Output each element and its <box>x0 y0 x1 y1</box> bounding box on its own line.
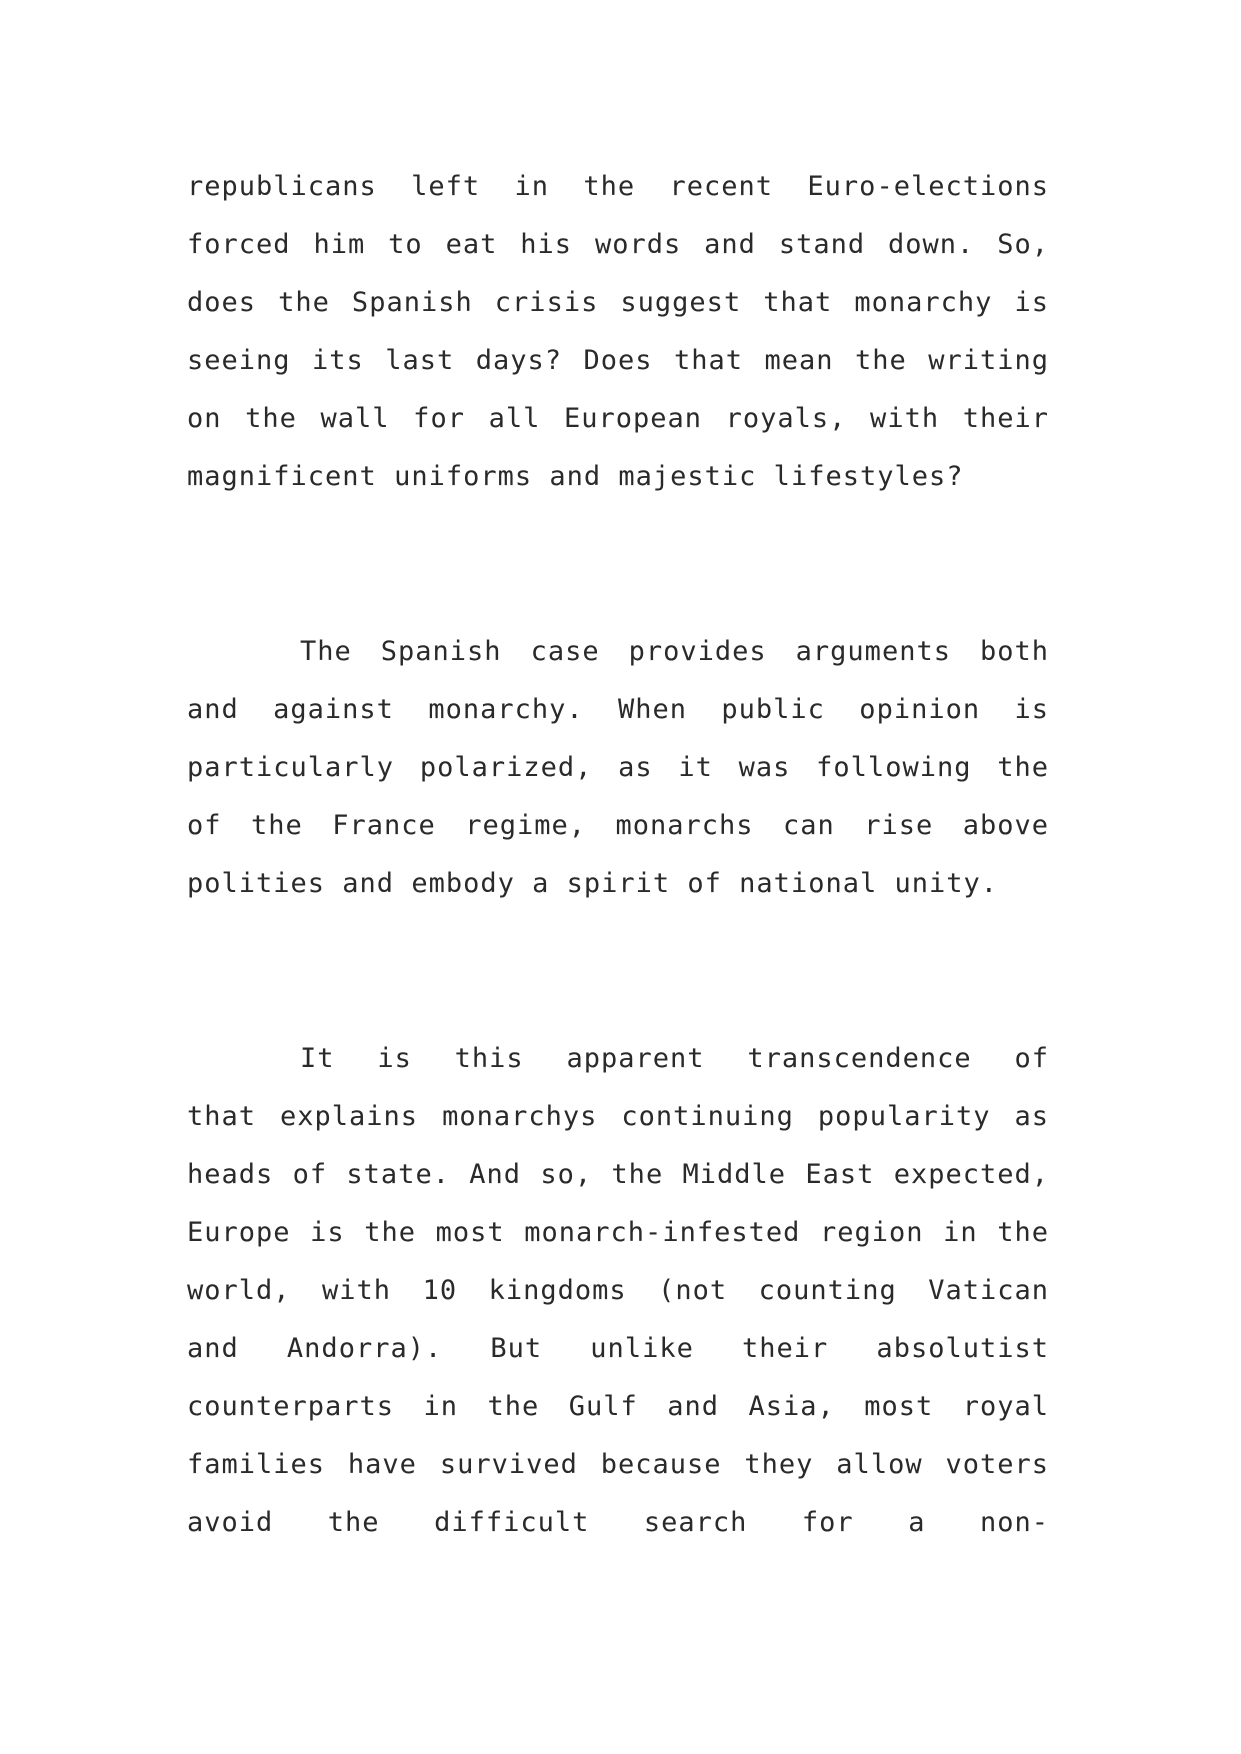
paragraph-line: avoid the difficult search for a non- <box>187 1507 1049 1538</box>
paragraph-line: Europe is the most monarch-infested region in the <box>187 1217 1049 1248</box>
paragraph-line: families have survived because they allow voters <box>187 1449 1049 1480</box>
paragraph-line: of the France regime, monarchs can rise above <box>187 810 1049 841</box>
paragraph-line: forced him to eat his words and stand down. So, <box>187 229 1049 260</box>
paragraph-line: republicans left in the recent Euro-elections <box>187 171 1049 202</box>
paragraph-line: and against monarchy. When public opinion is <box>187 694 1049 725</box>
paragraph-line: and Andorra). But unlike their absolutist <box>187 1333 1049 1364</box>
paragraph-line: counterparts in the Gulf and Asia, most royal <box>187 1391 1049 1422</box>
paragraph-1 <box>187 158 1049 506</box>
paragraph-line: that explains monarchys continuing popularity as <box>187 1101 1049 1132</box>
paragraph-line: polities and embody a spirit of national unity. <box>187 868 999 899</box>
paragraph-line: on the wall for all European royals, with their <box>187 403 1049 434</box>
paragraph-line: The Spanish case provides arguments both <box>300 636 1049 667</box>
paragraph-line: heads of state. And so, the Middle East expected, <box>187 1159 1049 1190</box>
paragraph-line: It is this apparent transcendence of <box>300 1043 1049 1074</box>
paragraph-line: does the Spanish crisis suggest that monarchy is <box>187 287 1049 318</box>
paragraph-line: particularly polarized, as it was following the <box>187 752 1049 783</box>
paragraph-line: magnificent uniforms and majestic lifestyles? <box>187 461 964 492</box>
paragraph-3 <box>187 1030 1049 1552</box>
paragraph-line: world, with 10 kingdoms (not counting Vatican <box>187 1275 1049 1306</box>
paragraph-2 <box>187 623 1049 913</box>
paragraph-line: seeing its last days? Does that mean the writing <box>187 345 1049 376</box>
